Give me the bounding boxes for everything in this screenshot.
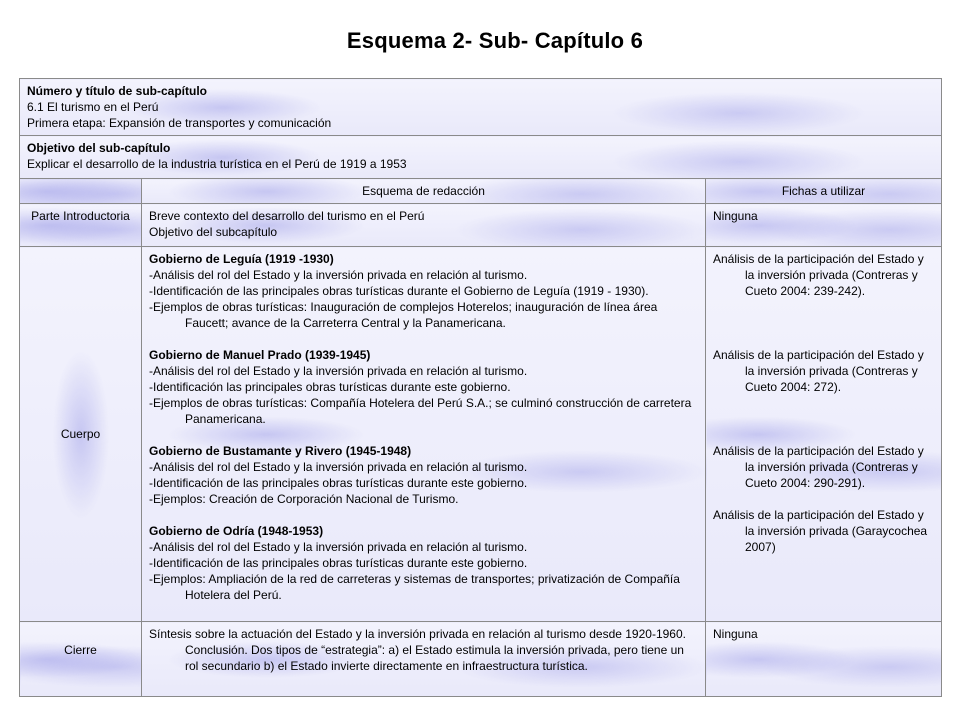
section-item: -Identificación de las principales obras turísticas durante el Gobierno de Leguía (1919 - 1930). <box>149 284 649 298</box>
section-item: -Análisis del rol del Estado y la inversión privada en relación al turismo. <box>149 364 528 378</box>
section-heading: Gobierno de Manuel Prado (1939-1945) <box>149 348 371 362</box>
section-item: -Identificación de las principales obras turísticas durante este gobierno. <box>149 476 528 490</box>
section-bustamante <box>149 443 698 507</box>
schema-table <box>19 78 942 697</box>
section-item: -Análisis del rol del Estado y la inversión privada en relación al turismo. <box>149 268 528 282</box>
subchapter-stage: Primera etapa: Expansión de transportes y comunicación <box>27 116 332 130</box>
column-header-cards: Fichas a utilizar <box>706 179 942 204</box>
intro-label: Parte Introductoria <box>20 204 142 247</box>
subchapter-cell <box>20 79 942 136</box>
closing-text: Síntesis sobre la actuación del Estado y la inversión privada en relación al turismo desde 1920-1960. Conclusión. Dos tipos de “estrategia”: a) el Estado estimula la inversión privada, pero tiene un rol secundario b) el Estado invierte directamente en infraestructura turística. <box>149 627 686 673</box>
section-leguia <box>149 251 698 331</box>
objective-heading: Objetivo del sub-capítulo <box>27 141 171 155</box>
body-row <box>20 247 942 622</box>
body-content <box>142 247 706 622</box>
column-header-empty <box>20 179 142 204</box>
section-item: -Ejemplos: Creación de Corporación Nacional de Turismo. <box>149 492 459 506</box>
section-item: -Análisis del rol del Estado y la inversión privada en relación al turismo. <box>149 460 528 474</box>
section-item: -Identificación las principales obras turísticas durante este gobierno. <box>149 380 511 394</box>
intro-line-1: Breve contexto del desarrollo del turismo en el Perú <box>149 209 425 223</box>
section-item: -Ejemplos de obras turísticas: Compañía Hotelera del Perú S.A.; se culminó construcción de carretera Panamericana. <box>149 396 692 426</box>
section-item: -Identificación de las principales obras turísticas durante este gobierno. <box>149 556 528 570</box>
section-heading: Gobierno de Odría (1948-1953) <box>149 524 324 538</box>
intro-row <box>20 204 942 247</box>
objective-text: Explicar el desarrollo de la industria turística en el Perú de 1919 a 1953 <box>27 157 407 171</box>
closing-content <box>142 622 706 697</box>
closing-label: Cierre <box>20 622 142 697</box>
card-reference: Análisis de la participación del Estado y la inversión privada (Garaycochea 2007) <box>713 508 928 554</box>
card-reference: Análisis de la participación del Estado y la inversión privada (Contreras y Cueto 2004: 239-242). <box>713 252 924 298</box>
section-prado <box>149 347 698 427</box>
section-item: -Ejemplos de obras turísticas: Inauguración de complejos Hoterelos; inauguración de línea área Faucett; avance de la Carreterra Central y la Panamericana. <box>149 300 658 330</box>
section-item: -Análisis del rol del Estado y la inversión privada en relación al turismo. <box>149 540 528 554</box>
section-odria <box>149 523 698 603</box>
card-reference: Análisis de la participación del Estado y la inversión privada (Contreras y Cueto 2004: 290-291). <box>713 444 924 490</box>
section-heading: Gobierno de Leguía (1919 -1930) <box>149 252 334 266</box>
page-title: Esquema 2- Sub- Capítulo 6 <box>346 28 644 53</box>
closing-row <box>20 622 942 697</box>
body-label: Cuerpo <box>20 247 142 622</box>
body-cards <box>706 247 942 622</box>
objective-row <box>20 136 942 179</box>
objective-cell <box>20 136 942 179</box>
subchapter-row <box>20 79 942 136</box>
section-heading: Gobierno de Bustamante y Rivero (1945-1948) <box>149 444 412 458</box>
subchapter-heading: Número y título de sub-capítulo <box>27 84 208 98</box>
intro-line-2: Objetivo del subcapítulo <box>149 225 278 239</box>
column-header-row <box>20 179 942 204</box>
card-reference: Análisis de la participación del Estado y la inversión privada (Contreras y Cueto 2004: 272). <box>713 348 924 394</box>
column-header-scheme: Esquema de redacción <box>142 179 706 204</box>
intro-cards: Ninguna <box>706 204 942 247</box>
closing-cards: Ninguna <box>706 622 942 697</box>
intro-content <box>142 204 706 247</box>
subchapter-title: 6.1 El turismo en el Perú <box>27 100 159 114</box>
section-item: -Ejemplos: Ampliación de la red de carreteras y sistemas de transportes; privatización de Compañía Hotelera del Perú. <box>149 572 680 602</box>
